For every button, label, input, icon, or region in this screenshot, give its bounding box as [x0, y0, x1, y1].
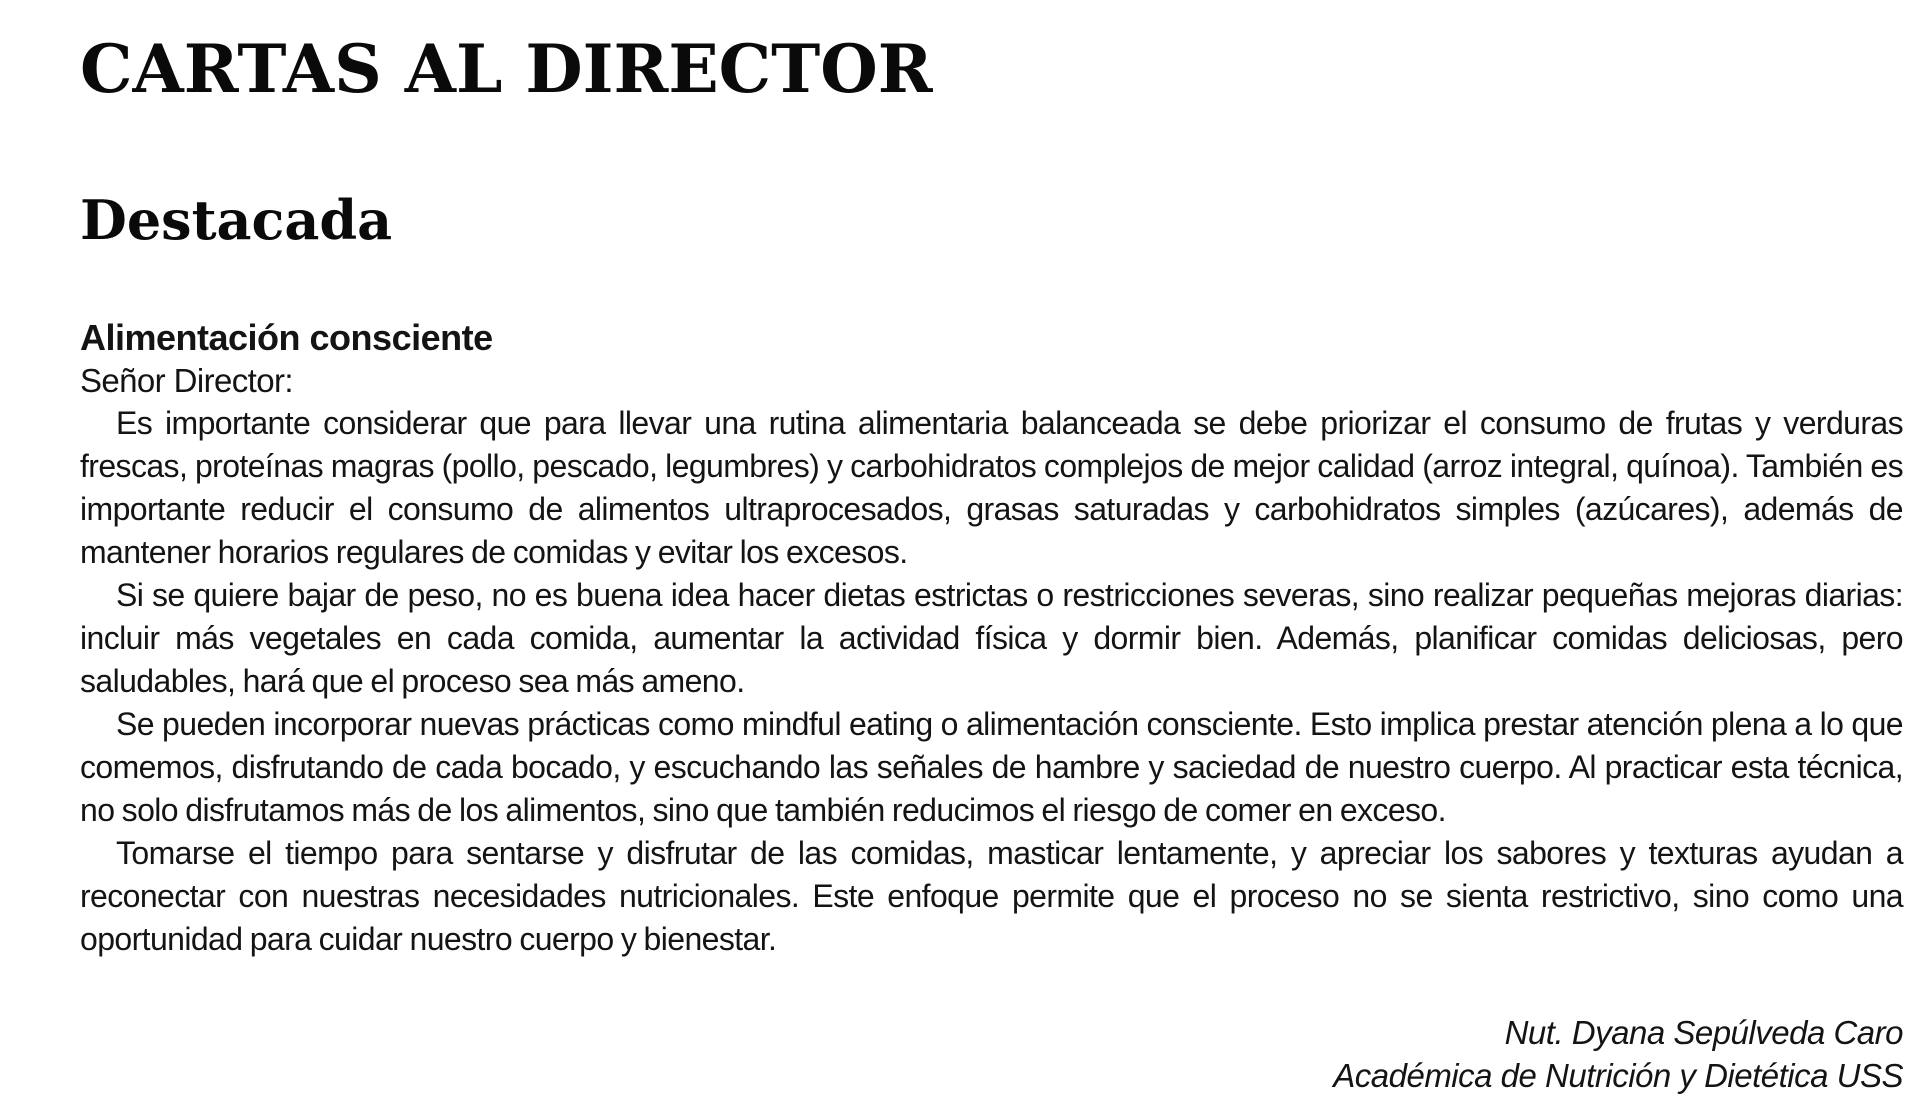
author-affiliation: Académica de Nutrición y Dietética USS	[1333, 1057, 1903, 1094]
letter-signature	[80, 1011, 1903, 1097]
author-name: Nut. Dyana Sepúlveda Caro	[1504, 1014, 1903, 1051]
letter-title: Alimentación consciente	[80, 317, 493, 358]
letter-paragraph: Tomarse el tiempo para sentarse y disfrutar de las comidas, masticar lentamente, y apreciar los sabores y texturas ayudan a reconectar con nuestras necesidades nutricionales. Este enfoque permite que el proceso no se sienta restrictivo, sino como una oportunidad para cuidar nuestro cuerpo y bienestar.	[80, 835, 1903, 957]
letter	[80, 316, 1903, 1097]
featured-label: Destacada	[80, 188, 393, 252]
letter-paragraph: Si se quiere bajar de peso, no es buena idea hacer dietas estrictas o restricciones severas, sino realizar pequeñas mejoras diarias: incluir más vegetales en cada comida, aumentar la actividad física y dormir bien. Además, planificar comidas deliciosas, pero saludables, hará que el proceso sea más ameno.	[80, 577, 1903, 699]
letters-page	[80, 30, 1903, 1097]
letter-paragraph: Se pueden incorporar nuevas prácticas como mindful eating o alimentación consciente. Esto implica prestar atención plena a lo que comemos, disfrutando de cada bocado, y escuchando las señales de hambre y saciedad de nuestro cuerpo. Al practicar esta técnica, no solo disfrutamos más de los alimentos, sino que también reducimos el riesgo de comer en exceso.	[80, 706, 1903, 828]
section-title: CARTAS AL DIRECTOR	[80, 30, 933, 108]
letter-greeting: Señor Director:	[80, 362, 293, 399]
letter-paragraph: Es importante considerar que para llevar una rutina alimentaria balanceada se debe priorizar el consumo de frutas y verduras frescas, proteínas magras (pollo, pescado, legumbres) y carbohidratos complejos de mejor calidad (arroz integral, quínoa). También es importante reducir el consumo de alimentos ultraprocesados, grasas saturadas y carbohidratos simples (azúcares), además de mantener horarios regulares de comidas y evitar los excesos.	[80, 405, 1903, 570]
